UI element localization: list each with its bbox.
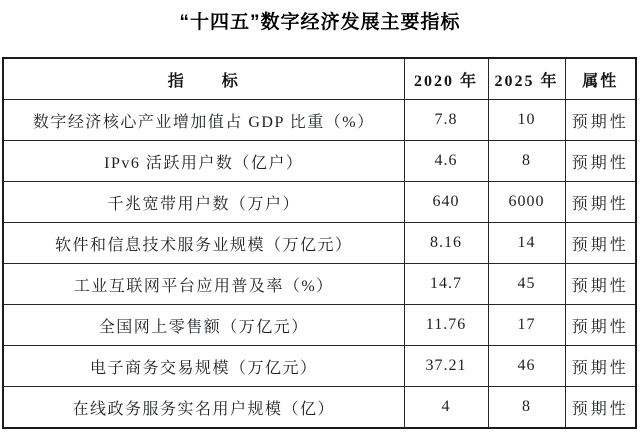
value-2025-cell: 45 bbox=[488, 264, 565, 305]
column-header-indicator: 指 标 bbox=[3, 58, 404, 100]
indicator-cell: IPv6 活跃用户数（亿户） bbox=[3, 141, 404, 182]
indicator-cell: 软件和信息技术服务业规模（万亿元） bbox=[3, 223, 404, 264]
table-row bbox=[3, 223, 636, 264]
attribute-cell: 预期性 bbox=[565, 182, 636, 223]
value-2025-cell: 6000 bbox=[488, 182, 565, 223]
indicator-cell: 数字经济核心产业增加值占 GDP 比重（%） bbox=[3, 100, 404, 141]
column-header-2020: 2020 年 bbox=[404, 58, 488, 100]
table-row bbox=[3, 346, 636, 387]
table-row bbox=[3, 100, 636, 141]
header-row bbox=[3, 58, 636, 100]
value-2025-cell: 46 bbox=[488, 346, 565, 387]
indicator-cell: 全国网上零售额（万亿元） bbox=[3, 305, 404, 346]
value-2020-cell: 640 bbox=[404, 182, 488, 223]
attribute-cell: 预期性 bbox=[565, 387, 636, 429]
document-page bbox=[0, 9, 640, 429]
table-row bbox=[3, 141, 636, 182]
attribute-cell: 预期性 bbox=[565, 346, 636, 387]
value-2025-cell: 8 bbox=[488, 141, 565, 182]
table-row bbox=[3, 182, 636, 223]
indicator-cell: 工业互联网平台应用普及率（%） bbox=[3, 264, 404, 305]
value-2025-cell: 14 bbox=[488, 223, 565, 264]
value-2020-cell: 14.7 bbox=[404, 264, 488, 305]
attribute-cell: 预期性 bbox=[565, 264, 636, 305]
value-2020-cell: 7.8 bbox=[404, 100, 488, 141]
value-2020-cell: 37.21 bbox=[404, 346, 488, 387]
value-2020-cell: 4.6 bbox=[404, 141, 488, 182]
value-2020-cell: 8.16 bbox=[404, 223, 488, 264]
indicator-cell: 在线政务服务实名用户规模（亿） bbox=[3, 387, 404, 429]
value-2020-cell: 4 bbox=[404, 387, 488, 429]
value-2025-cell: 10 bbox=[488, 100, 565, 141]
indicator-cell: 千兆宽带用户数（万户） bbox=[3, 182, 404, 223]
attribute-cell: 预期性 bbox=[565, 223, 636, 264]
column-header-attribute: 属性 bbox=[565, 58, 636, 100]
table-row bbox=[3, 305, 636, 346]
attribute-cell: 预期性 bbox=[565, 305, 636, 346]
attribute-cell: 预期性 bbox=[565, 141, 636, 182]
attribute-cell: 预期性 bbox=[565, 100, 636, 141]
page-title: “十四五”数字经济发展主要指标 bbox=[179, 12, 461, 33]
value-2020-cell: 11.76 bbox=[404, 305, 488, 346]
indicator-cell: 电子商务交易规模（万亿元） bbox=[3, 346, 404, 387]
table-row bbox=[3, 387, 636, 429]
value-2025-cell: 17 bbox=[488, 305, 565, 346]
table-row bbox=[3, 264, 636, 305]
indicators-table bbox=[2, 57, 637, 429]
value-2025-cell: 8 bbox=[488, 387, 565, 429]
column-header-2025: 2025 年 bbox=[488, 58, 565, 100]
